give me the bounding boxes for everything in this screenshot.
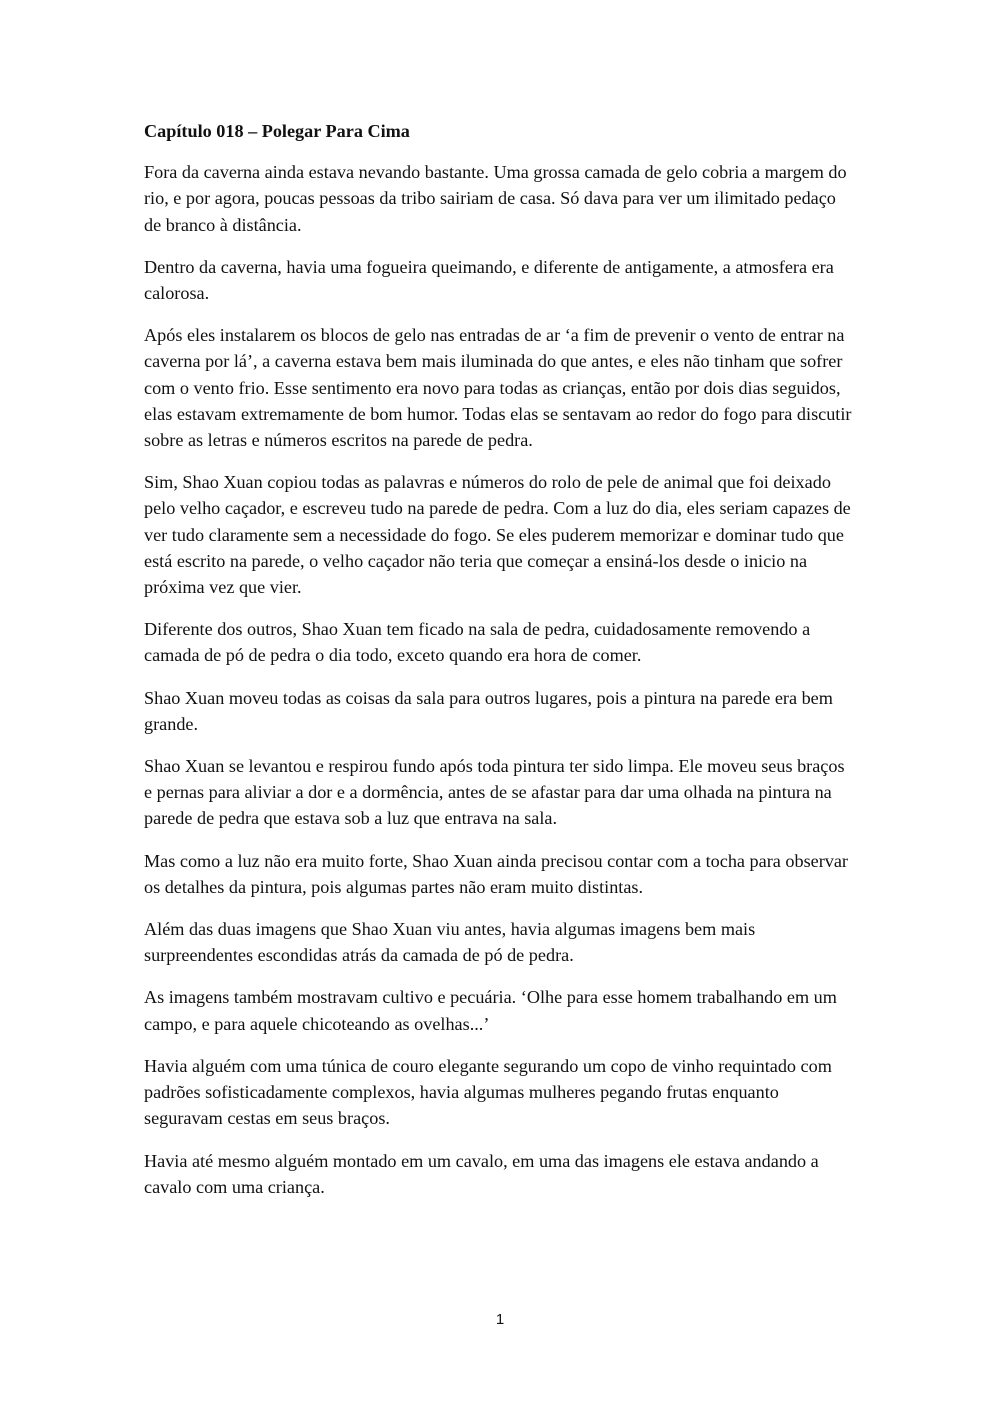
paragraph: Havia alguém com uma túnica de couro elegante segurando um copo de vinho requintado com padrões sofisticadamente complexos, havia algumas mulheres pegando frutas enquanto seguravam cestas em seus braços.: [144, 1055, 832, 1129]
paragraph: Diferente dos outros, Shao Xuan tem ficado na sala de pedra, cuidadosamente removendo a camada de pó de pedra o dia todo, exceto quando era hora de comer.: [144, 619, 811, 666]
paragraph: Shao Xuan se levantou e respirou fundo após toda pintura ter sido limpa. Ele moveu seus braços e pernas para aliviar a dor e a dormência, antes de se afastar para dar uma olhada na pintura na parede de pedra que estava sob a luz que entrava na sala.: [144, 756, 845, 829]
paragraph: Dentro da caverna, havia uma fogueira queimando, e diferente de antigamente, a atmosfera era calorosa.: [144, 256, 834, 304]
paragraph: As imagens também mostravam cultivo e pecuária. ‘Olhe para esse homem trabalhando em um campo, e para aquele chicoteando as ovelhas...’: [144, 987, 837, 1034]
paragraph: Após eles instalarem os blocos de gelo nas entradas de ar ‘a fim de prevenir o vento de entrar na caverna por lá’, a caverna estava bem mais iluminada do que antes, e eles não tinham que sofrer com o vento frio. Esse sentimento era novo para todas as crianças, então por dois dias seguidos, elas estavam extremamente de bom humor. Todas elas se sentavam ao redor do fogo para discutir sobre as letras e números escritos na parede de pedra.: [144, 325, 852, 451]
paragraph: Shao Xuan moveu todas as coisas da sala para outros lugares, pois a pintura na parede era bem grande.: [144, 687, 833, 734]
paragraph: Sim, Shao Xuan copiou todas as palavras e números do rolo de pele de animal que foi deixado pelo velho caçador, e escreveu tudo na parede de pedra. Com a luz do dia, eles seriam capazes de ver tudo claramente sem a necessidade do fogo. Se eles puderem memorizar e dominar tudo que está escrito na parede, o velho caçador não teria que começar a ensiná-los desde o inicio na próxima vez que vier.: [144, 472, 851, 598]
paragraph: Mas como a luz não era muito forte, Shao Xuan ainda precisou contar com a tocha para observar os detalhes da pintura, pois algumas partes não eram muito distintas.: [144, 850, 848, 897]
document-page: [144, 118, 856, 1216]
page-number: 1: [495, 1311, 505, 1328]
paragraph: Além das duas imagens que Shao Xuan viu antes, havia algumas imagens bem mais surpreendentes escondidas atrás da camada de pó de pedra.: [144, 919, 756, 966]
chapter-title: Capítulo 018 – Polegar Para Cima: [144, 121, 410, 141]
paragraph: Fora da caverna ainda estava nevando bastante. Uma grossa camada de gelo cobria a margem do rio, e por agora, poucas pessoas da tribo sairiam de casa. Só dava para ver um ilimitado pedaço de branco à distância.: [144, 162, 847, 235]
paragraph: Havia até mesmo alguém montado em um cavalo, em uma das imagens ele estava andando a cavalo com uma criança.: [144, 1150, 819, 1197]
